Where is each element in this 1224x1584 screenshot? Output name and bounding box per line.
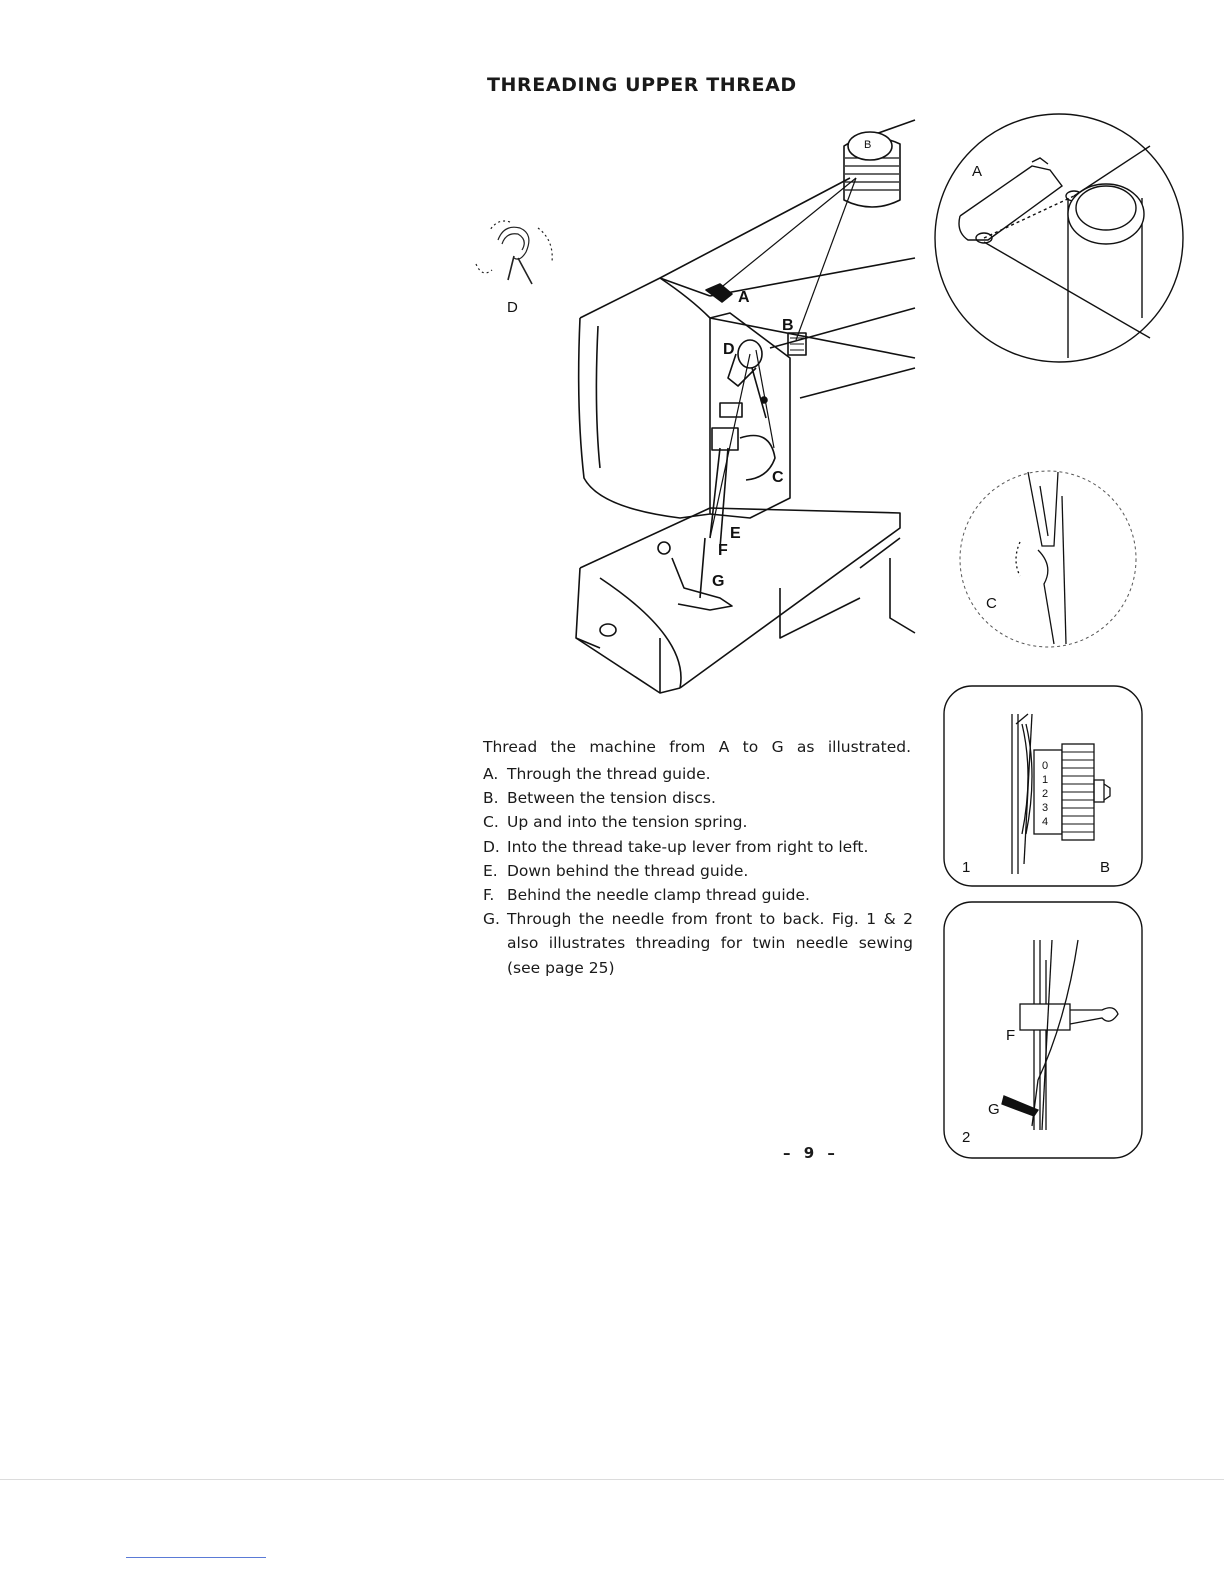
inset-a-label: A — [972, 163, 983, 180]
main-label-a: A — [738, 289, 750, 306]
dial-2: 2 — [1042, 788, 1049, 800]
step-text: Through the needle from front to back. Fig. 1 & 2 also illustrates threading for twin needle sewing (see page 25) — [507, 910, 913, 977]
step-key: D. — [483, 837, 500, 856]
fig2-number: 2 — [962, 1129, 971, 1146]
step-c — [483, 810, 913, 834]
step-b — [483, 786, 913, 810]
step-d — [483, 835, 913, 859]
step-text: Behind the needle clamp thread guide. — [507, 886, 810, 905]
step-f — [483, 883, 913, 907]
fig1-number: 1 — [962, 859, 971, 876]
fig2-label-g: G — [988, 1101, 1000, 1118]
step-key: G. — [483, 910, 500, 929]
main-label-d: D — [723, 341, 735, 358]
step-key: C. — [483, 813, 499, 832]
step-text: Down behind the thread guide. — [507, 861, 749, 880]
page-number: – 9 – — [783, 1144, 839, 1162]
footer-underline — [126, 1557, 266, 1558]
inset-figure-c — [958, 466, 1138, 652]
dial-4: 4 — [1042, 816, 1049, 828]
inset-figure-a — [932, 108, 1186, 368]
inset-d-label: D — [507, 299, 518, 316]
page-title: THREADING UPPER THREAD — [487, 74, 797, 96]
step-key: E. — [483, 861, 498, 880]
dial-0: 0 — [1042, 760, 1049, 772]
figure-2 — [942, 900, 1144, 1160]
main-label-b: B — [782, 317, 794, 334]
step-a — [483, 762, 913, 786]
step-key: A. — [483, 765, 499, 783]
inset-figure-d — [468, 200, 568, 320]
spool-label: B — [864, 139, 872, 151]
main-label-e: E — [730, 525, 741, 542]
scan-rule — [0, 1479, 1224, 1480]
step-text: Into the thread take-up lever from right to left. — [507, 837, 869, 856]
step-e — [483, 859, 913, 883]
dial-3: 3 — [1042, 802, 1049, 814]
fig1-label-b: B — [1100, 859, 1111, 876]
main-label-f: F — [718, 542, 728, 559]
figure-1 — [942, 684, 1144, 890]
step-key: B. — [483, 789, 499, 808]
main-label-c: C — [772, 469, 784, 486]
inset-c-label: C — [986, 595, 997, 612]
dial-1: 1 — [1042, 774, 1049, 786]
step-g — [483, 907, 913, 980]
step-key: F. — [483, 886, 495, 905]
fig2-label-f: F — [1006, 1027, 1016, 1044]
main-label-g: G — [712, 573, 725, 590]
sewing-machine-illustration — [560, 118, 920, 718]
step-text: Through the thread guide. — [507, 765, 711, 783]
step-text: Between the tension discs. — [507, 789, 716, 808]
intro-text: Thread the machine from A to G as illustrated. — [483, 738, 911, 756]
step-text: Up and into the tension spring. — [507, 813, 748, 832]
threading-steps — [483, 762, 913, 980]
